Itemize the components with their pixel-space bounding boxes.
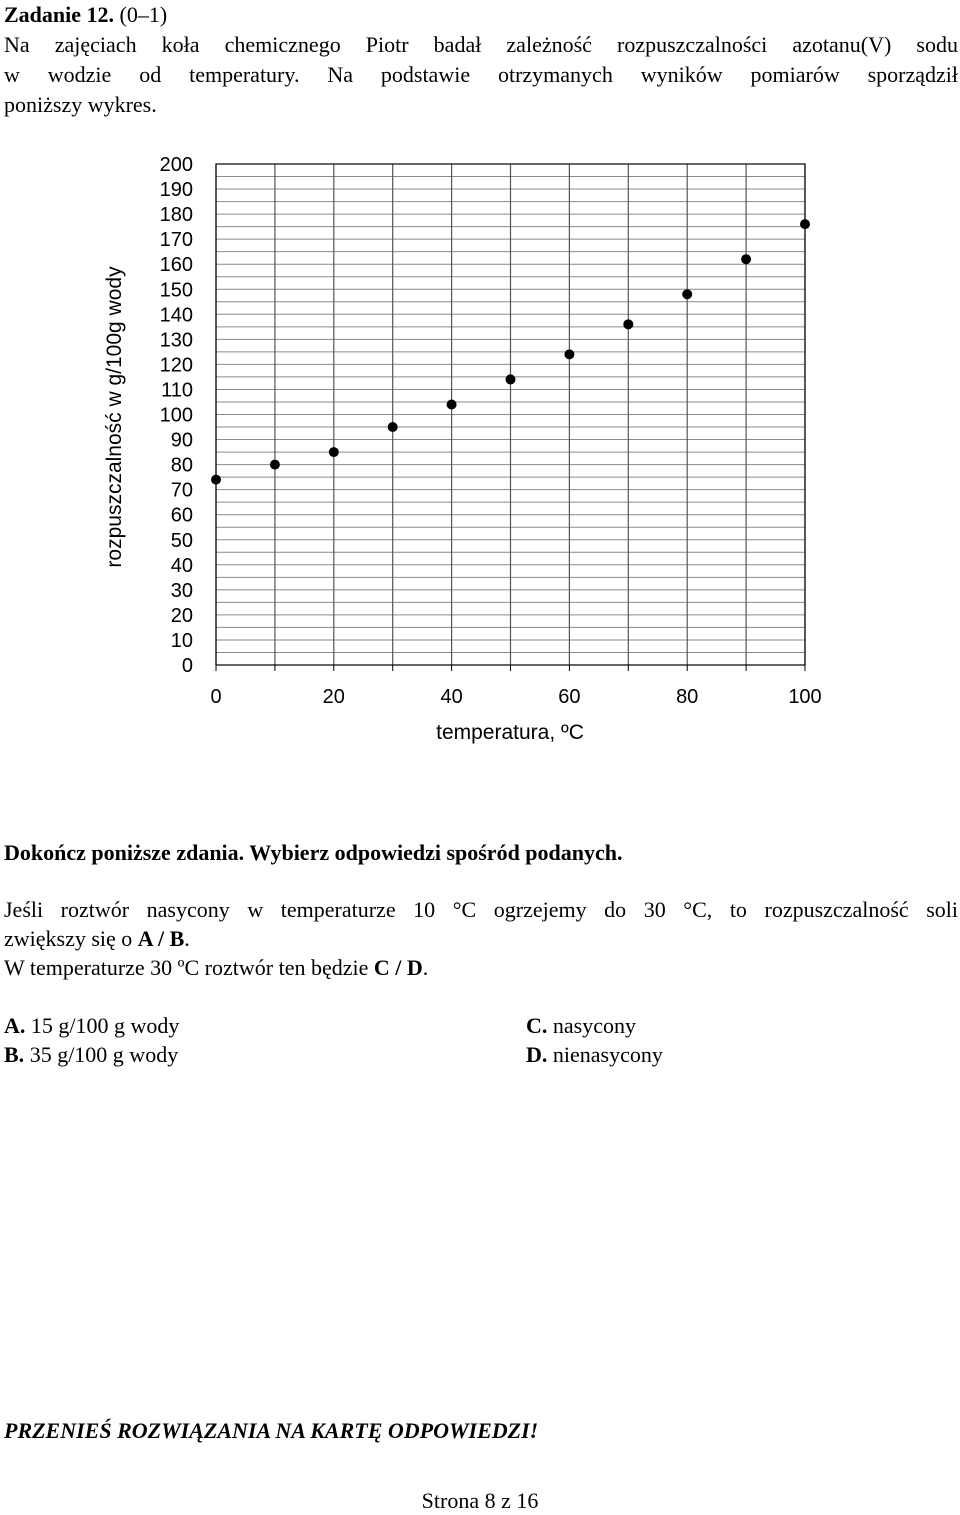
question-line-3-text: W temperaturze 30 ºC roztwór ten będzie bbox=[4, 955, 369, 980]
data-point bbox=[564, 349, 574, 359]
data-point bbox=[682, 289, 692, 299]
period: . bbox=[422, 955, 429, 980]
data-point bbox=[211, 475, 221, 485]
option-b-letter: B. bbox=[4, 1042, 25, 1067]
data-point bbox=[447, 399, 457, 409]
y-tick-label: 70 bbox=[170, 479, 193, 502]
y-tick-labels bbox=[160, 154, 193, 677]
question-line-3 bbox=[4, 953, 958, 982]
option-d[interactable] bbox=[526, 1040, 663, 1069]
y-axis-label: rozpuszczalność w g/100g wody bbox=[103, 266, 126, 568]
answer-choice-ab: A / B bbox=[137, 926, 185, 951]
page-number: Strona 8 z 16 bbox=[421, 1488, 539, 1513]
y-tick-label: 140 bbox=[159, 304, 193, 327]
x-tick-label: 60 bbox=[558, 686, 581, 708]
option-b-text: 35 g/100 g wody bbox=[24, 1042, 179, 1067]
y-tick-label: 0 bbox=[181, 655, 193, 677]
option-b[interactable] bbox=[4, 1040, 178, 1069]
x-axis-label: temperatura, ºC bbox=[436, 721, 584, 744]
y-tick-label: 100 bbox=[159, 404, 193, 427]
question-line-1: Jeśli roztwór nasycony w temperaturze 10 °C ogrzejemy do 30 °C, to rozpuszczalność soli bbox=[4, 897, 958, 922]
data-point bbox=[623, 319, 633, 329]
task-points: (0–1) bbox=[119, 2, 168, 27]
task-intro-line-1: Na zajęciach koła chemicznego Piotr badał zależność rozpuszczalności azotanu(V) sodu bbox=[4, 32, 958, 57]
option-c-letter: C. bbox=[526, 1013, 548, 1038]
period: . bbox=[184, 926, 190, 951]
option-a[interactable] bbox=[4, 1011, 179, 1040]
y-tick-label: 150 bbox=[159, 279, 193, 302]
y-tick-label: 90 bbox=[170, 429, 193, 452]
y-tick-label: 20 bbox=[170, 604, 193, 627]
option-d-text: nienasycony bbox=[547, 1042, 663, 1067]
y-tick-label: 10 bbox=[170, 629, 193, 652]
chart-grid bbox=[216, 164, 805, 671]
data-point bbox=[329, 447, 339, 457]
y-tick-label: 40 bbox=[170, 554, 193, 577]
x-tick-labels bbox=[210, 686, 821, 708]
data-point bbox=[800, 219, 810, 229]
data-point bbox=[506, 374, 516, 384]
x-tick-label: 80 bbox=[676, 686, 699, 708]
task-intro-line-2: w wodzie od temperatury. Na podstawie otrzymanych wyników pomiarów sporządził bbox=[4, 62, 958, 87]
y-tick-label: 60 bbox=[170, 504, 193, 527]
y-tick-label: 50 bbox=[170, 529, 193, 552]
x-tick-label: 40 bbox=[440, 686, 463, 708]
y-tick-label: 80 bbox=[170, 454, 193, 477]
question-block bbox=[4, 895, 958, 982]
data-point bbox=[388, 422, 398, 432]
y-tick-label: 120 bbox=[159, 354, 193, 377]
y-tick-label: 30 bbox=[170, 579, 193, 602]
option-d-letter: D. bbox=[526, 1042, 548, 1067]
solubility-chart bbox=[0, 140, 960, 750]
x-tick-label: 0 bbox=[210, 686, 222, 708]
data-point bbox=[741, 254, 751, 264]
y-tick-label: 130 bbox=[159, 329, 193, 352]
y-tick-label: 190 bbox=[159, 179, 193, 202]
task-title-line bbox=[4, 0, 958, 30]
option-c[interactable] bbox=[526, 1011, 636, 1040]
task-intro-line-3: poniższy wykres. bbox=[4, 92, 157, 117]
question-line-2 bbox=[4, 924, 958, 953]
x-tick-label: 100 bbox=[788, 686, 822, 708]
option-a-text: 15 g/100 g wody bbox=[25, 1013, 180, 1038]
task-header bbox=[4, 0, 958, 120]
x-tick-label: 20 bbox=[322, 686, 345, 708]
y-tick-label: 170 bbox=[159, 229, 193, 252]
question-line-2-text: zwiększy się o bbox=[4, 926, 133, 951]
transfer-answers-note: PRZENIEŚ ROZWIĄZANIA NA KARTĘ ODPOWIEDZI! bbox=[4, 1418, 539, 1443]
task-label: Zadanie 12. bbox=[4, 2, 115, 27]
instruction-text: Dokończ poniższe zdania. Wybierz odpowiedzi spośród podanych. bbox=[4, 840, 623, 865]
data-point bbox=[270, 460, 280, 470]
option-a-letter: A. bbox=[4, 1013, 26, 1038]
answer-choice-cd: C / D bbox=[373, 955, 423, 980]
y-tick-label: 180 bbox=[159, 204, 193, 227]
y-tick-label: 160 bbox=[159, 254, 193, 277]
y-tick-label: 200 bbox=[159, 154, 193, 176]
y-tick-label: 110 bbox=[161, 379, 193, 402]
option-c-text: nasycony bbox=[547, 1013, 636, 1038]
